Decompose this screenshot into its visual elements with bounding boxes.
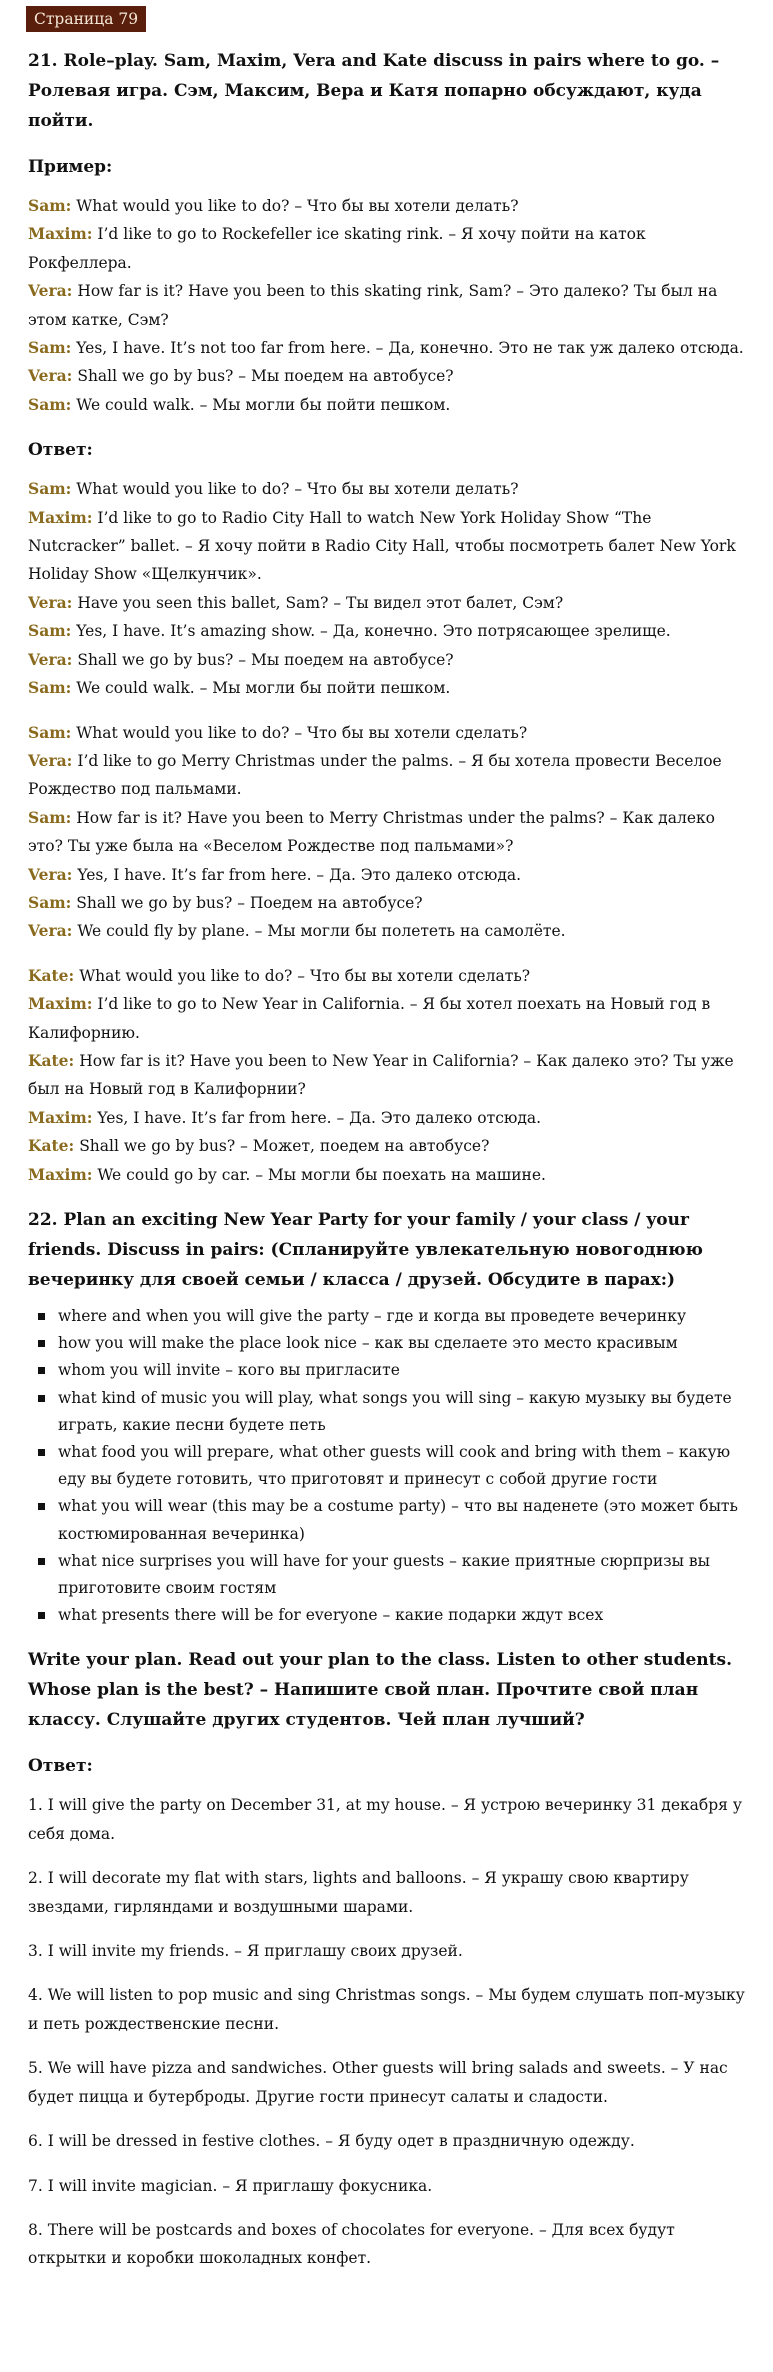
example-dialog <box>28 192 745 419</box>
task-22-title: 22. Plan an exciting New Year Party for your family / your class / your friends. Discuss in pairs: (Спланируйте увлекательную новогоднюю вечеринку для своей семьи / класса / друзей. Обсудите в парах:) <box>28 1210 703 1290</box>
answer-item: 6. I will be dressed in festive clothes. – Я буду одет в праздничную одежду. <box>28 2132 635 2151</box>
line-text: I’d like to go Merry Christmas under the palms. – Я бы хотела провести Веселое Рождество под пальмами. <box>28 751 722 799</box>
dialog-line <box>28 334 745 362</box>
speaker: Sam: <box>28 196 72 215</box>
line-text: How far is it? Have you been to New Year in California? – Как далеко это? Ты уже был на Новый год в Калифорнии? <box>28 1051 734 1099</box>
dialog-line <box>28 889 745 917</box>
line-text: Have you seen this ballet, Sam? – Ты видел этот балет, Сэм? <box>72 593 564 612</box>
line-text: Shall we go by bus? – Поедем на автобусе? <box>71 893 423 912</box>
speaker: Maxim: <box>28 224 93 244</box>
task-21-title: 21. Role–play. Sam, Maxim, Vera and Kate discuss in pairs where to go. – Ролевая игра. Сэм, Максим, Вера и Катя попарно обсуждают, куда пойти. <box>28 51 720 131</box>
list-item: what presents there will be for everyone – какие подарки ждут всех <box>58 1602 745 1629</box>
dialog-line <box>28 962 745 990</box>
line-text: I’d like to go to Rockefeller ice skating rink. – Я хочу пойти на каток Рокфеллера. <box>28 225 646 272</box>
speaker: Vera: <box>28 366 73 386</box>
list-item: what you will wear (this may be a costume party) – что вы наденете (это может быть костюмированная вечеринка) <box>58 1493 745 1547</box>
page-number-badge: Страница 79 <box>26 6 146 32</box>
speaker: Maxim: <box>28 1164 93 1184</box>
speaker: Sam: <box>28 678 72 698</box>
line-text: What would you like to do? – Что бы вы хотели сделать? <box>71 723 528 742</box>
dialog-line <box>28 1132 745 1160</box>
line-text: What would you like to do? – Что бы вы хотели сделать? <box>74 966 531 985</box>
answer-label: Ответ: <box>28 440 93 461</box>
dialog-line <box>28 1161 745 1189</box>
line-text: What would you like to do? – Что бы вы хотели делать? <box>71 197 519 215</box>
dialog-line <box>28 391 745 419</box>
dialog-line <box>28 220 745 277</box>
list-item: where and when you will give the party – где и когда вы проведете вечеринку <box>58 1303 745 1330</box>
speaker: Vera: <box>28 592 73 612</box>
dialog-line <box>28 589 745 617</box>
line-text: We could fly by plane. – Мы могли бы полететь на самолёте. <box>72 922 566 941</box>
line-text: We could walk. – Мы могли бы пойти пешком. <box>71 679 451 698</box>
speaker: Kate: <box>28 1050 75 1070</box>
speaker: Vera: <box>28 864 73 884</box>
speaker: Vera: <box>28 649 73 669</box>
dialog-line <box>28 617 745 645</box>
dialog-line <box>28 917 745 945</box>
answer-item: 4. We will listen to pop music and sing Christmas songs. – Мы будем слушать поп-музыку и петь рождественские песни. <box>28 1986 745 2033</box>
speaker: Maxim: <box>28 994 93 1014</box>
answer-item: 5. We will have pizza and sandwiches. Other guests will bring salads and sweets. – У нас будет пицца и бутерброды. Другие гости принесут салаты и сладости. <box>28 2059 728 2106</box>
line-text: Yes, I have. It’s not too far from here. – Да, конечно. Это не так уж далеко отсюда. <box>71 339 744 358</box>
answer-item: 1. I will give the party on December 31, at my house. – Я устрою вечеринку 31 декабря у себя дома. <box>28 1796 743 1843</box>
list-item: how you will make the place look nice – как вы сделаете это место красивым <box>58 1330 745 1357</box>
line-text: Shall we go by bus? – Может, поедем на автобусе? <box>74 1137 490 1156</box>
answer-item: 3. I will invite my friends. – Я приглашу своих друзей. <box>28 1942 463 1961</box>
discussion-points-list <box>28 1303 745 1629</box>
speaker: Vera: <box>28 750 73 770</box>
line-text: What would you like to do? – Что бы вы хотели делать? <box>71 480 519 499</box>
dialog-line <box>28 646 745 674</box>
line-text: I’d like to go to New Year in California. – Я бы хотел поехать на Новый год в Калифорнию. <box>28 995 711 1042</box>
dialog-line <box>28 1047 745 1104</box>
speaker: Sam: <box>28 394 72 414</box>
answer-item: 7. I will invite magician. – Я приглашу фокусника. <box>28 2176 433 2195</box>
line-text: Yes, I have. It’s amazing show. – Да, конечно. Это потрясающее зрелище. <box>71 622 671 641</box>
speaker: Maxim: <box>28 1107 93 1127</box>
line-text: Shall we go by bus? – Мы поедем на автобусе? <box>72 650 454 669</box>
line-text: Yes, I have. It’s far from here. – Да. Это далеко отсюда. <box>72 865 522 884</box>
example-label: Пример: <box>28 157 113 177</box>
list-item: what nice surprises you will have for your guests – какие приятные сюрпризы вы приготовите своим гостям <box>58 1548 745 1602</box>
list-item: what kind of music you will play, what songs you will sing – какую музыку вы будете играть, какие песни будете петь <box>58 1385 745 1439</box>
speaker: Maxim: <box>28 507 93 527</box>
dialog-line <box>28 362 745 390</box>
list-item: what food you will prepare, what other guests will cook and bring with them – какую еду вы будете готовить, что приготовят и принесут с собой другие гости <box>58 1439 745 1493</box>
answer-dialog-2 <box>28 719 745 946</box>
answer-label: Ответ: <box>28 1756 93 1777</box>
dialog-line <box>28 192 745 220</box>
task-22-instruction: Write your plan. Read out your plan to the class. Listen to other students. Whose plan is the best? – Напишите свой план. Прочтите свой план классу. Слушайте других студентов. Чей план лучший? <box>28 1650 732 1731</box>
answer-item: 2. I will decorate my flat with stars, lights and balloons. – Я украшу свою квартиру звездами, гирляндами и воздушными шарами. <box>28 1869 689 1916</box>
speaker: Kate: <box>28 965 75 985</box>
speaker: Sam: <box>28 722 72 742</box>
dialog-line <box>28 719 745 747</box>
line-text: Shall we go by bus? – Мы поедем на автобусе? <box>72 367 454 386</box>
line-text: I’d like to go to Radio City Hall to watch New York Holiday Show “The Nutcracker” ballet. – Я хочу пойти в Radio City Hall, чтобы посмотреть балет New York Holiday Show «Щелкунчик». <box>28 508 736 584</box>
dialog-line <box>28 861 745 889</box>
answer-item: 8. There will be postcards and boxes of chocolates for everyone. – Для всех будут открытки и коробки шоколадных конфет. <box>28 2220 675 2268</box>
speaker: Sam: <box>28 621 72 641</box>
dialog-line <box>28 747 745 804</box>
speaker: Vera: <box>28 281 73 301</box>
dialog-line <box>28 990 745 1047</box>
dialog-line <box>28 1104 745 1132</box>
speaker: Sam: <box>28 892 72 912</box>
answer-dialog-1 <box>28 475 745 702</box>
line-text: Yes, I have. It’s far from here. – Да. Это далеко отсюда. <box>92 1108 542 1127</box>
speaker: Sam: <box>28 479 72 499</box>
speaker: Sam: <box>28 338 72 358</box>
line-text: How far is it? Have you been to this skating rink, Sam? – Это далеко? Ты был на этом катке, Сэм? <box>28 282 718 329</box>
speaker: Vera: <box>28 921 73 941</box>
answer-dialog-3 <box>28 962 745 1189</box>
dialog-line <box>28 504 745 589</box>
line-text: We could go by car. – Мы могли бы поехать на машине. <box>92 1165 546 1184</box>
line-text: We could walk. – Мы могли бы пойти пешком. <box>71 395 451 414</box>
speaker: Sam: <box>28 807 72 827</box>
dialog-line <box>28 277 745 334</box>
dialog-line <box>28 674 745 702</box>
line-text: How far is it? Have you been to Merry Christmas under the palms? – Как далеко это? Ты уже была на «Веселом Рождестве под пальмами»? <box>28 808 716 856</box>
dialog-line <box>28 804 745 861</box>
list-item: whom you will invite – кого вы пригласите <box>58 1357 745 1384</box>
dialog-line <box>28 475 745 503</box>
speaker: Kate: <box>28 1136 75 1156</box>
